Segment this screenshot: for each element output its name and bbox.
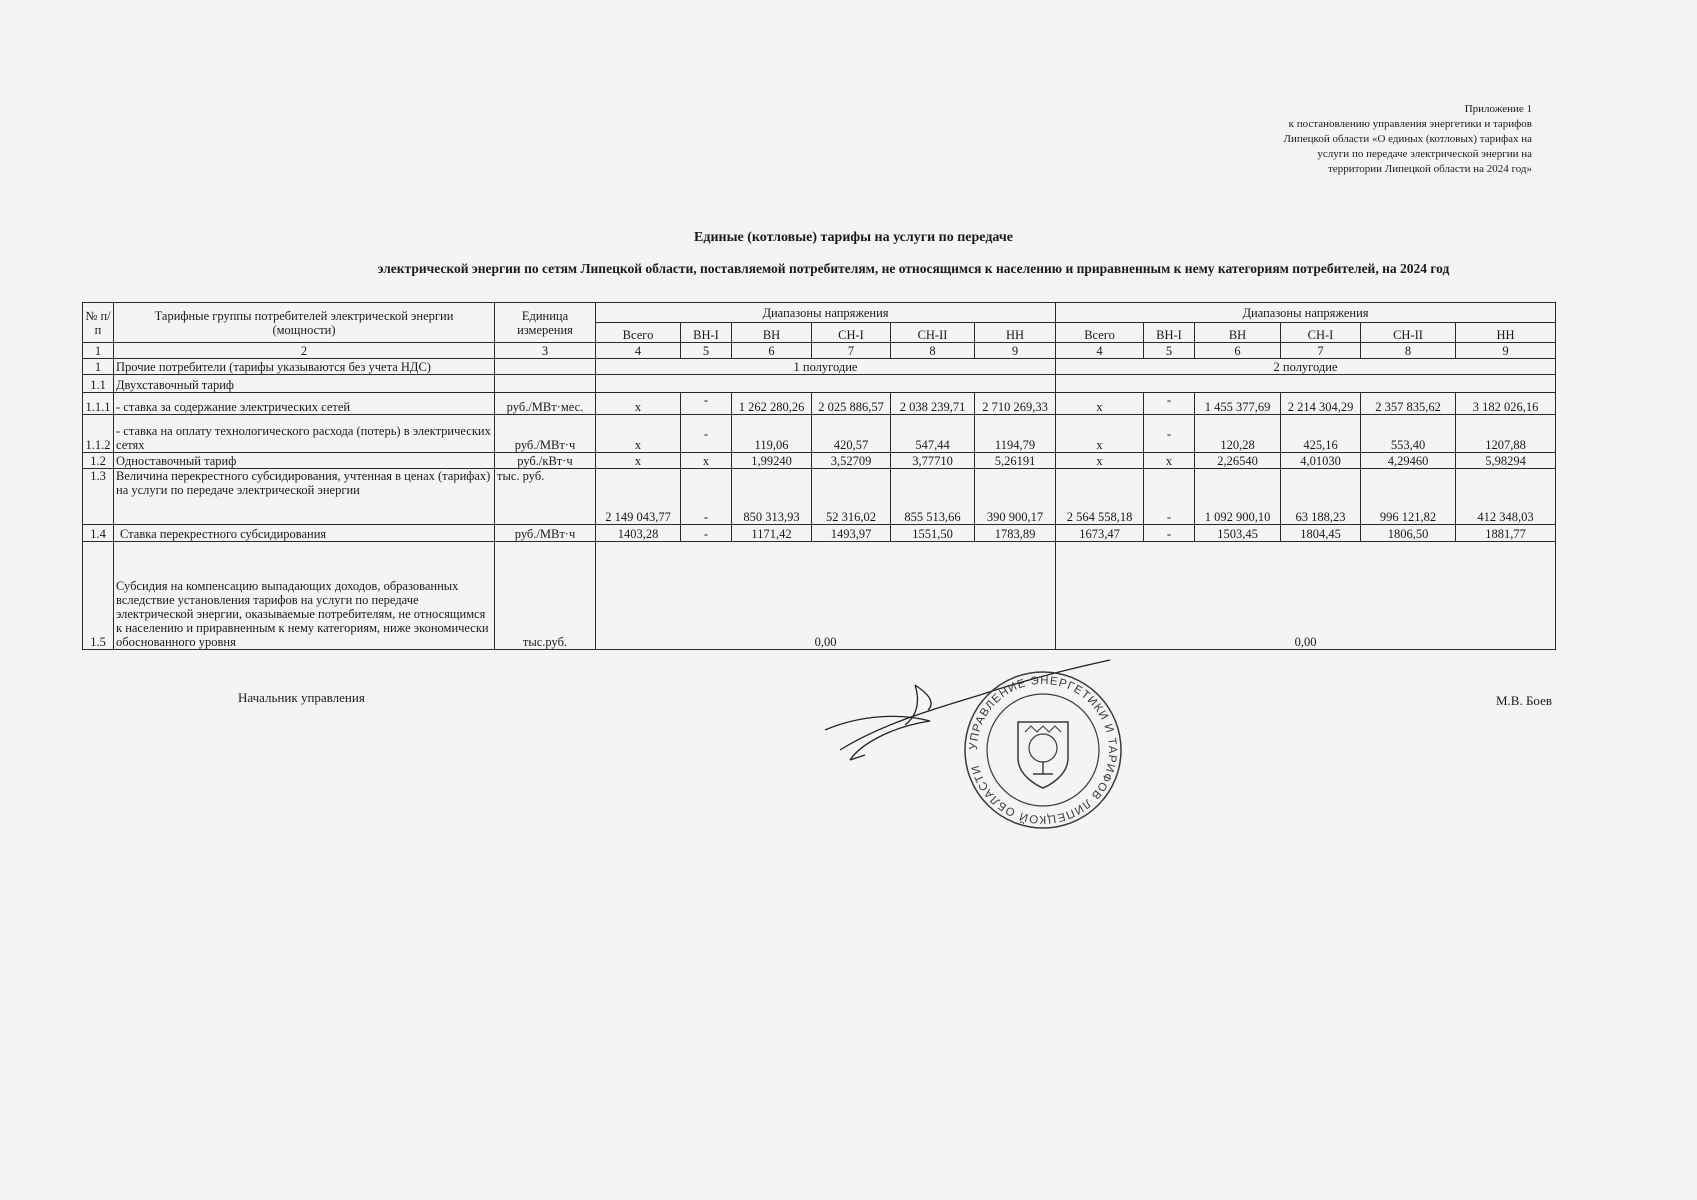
value-cell: 4,29460: [1361, 453, 1456, 469]
value-cell: 2 564 558,18: [1056, 469, 1144, 525]
table-row: [83, 469, 1556, 525]
level-cell: ВН-I: [1144, 323, 1195, 343]
value-cell: 1403,28: [596, 525, 681, 542]
value-cell: -: [1144, 469, 1195, 525]
col-number: 4: [1056, 343, 1144, 359]
col-number: 9: [975, 343, 1056, 359]
col-number: 5: [1144, 343, 1195, 359]
col-number: 5: [681, 343, 732, 359]
value-cell: 0,00: [596, 542, 1056, 650]
row-name: Двухставочный тариф: [114, 375, 495, 393]
row-num: 1.1.1: [83, 393, 114, 415]
appendix-line: к постановлению управления энергетики и тарифов: [1288, 118, 1532, 130]
appendix-line: Приложение 1: [1464, 103, 1532, 115]
header-row: [83, 303, 1556, 323]
empty-cell: [596, 375, 1056, 393]
svg-text:УПРАВЛЕНИЕ ЭНЕРГЕТИКИ И ТАРИФО: [968, 675, 1118, 825]
value-cell: 2 214 304,29: [1281, 393, 1361, 415]
value-cell: 1 455 377,69: [1195, 393, 1281, 415]
value-cell: 996 121,82: [1361, 469, 1456, 525]
col-number: 8: [1361, 343, 1456, 359]
value-cell: 52 316,02: [812, 469, 891, 525]
value-cell: 2 710 269,33: [975, 393, 1056, 415]
value-cell: 553,40: [1361, 415, 1456, 453]
row-unit: тыс.руб.: [495, 542, 596, 650]
signatory-position: Начальник управления: [238, 690, 365, 705]
level-cell: ВН-I: [681, 323, 732, 343]
row-unit: тыс. руб.: [495, 469, 596, 525]
row-num: 1.4: [83, 525, 114, 542]
value-cell: 1881,77: [1456, 525, 1556, 542]
row-unit: [495, 375, 596, 393]
row-num: 1.5: [83, 542, 114, 650]
column-numbers-row: [83, 343, 1556, 359]
document-title: Единые (котловые) тарифы на услуги по передаче: [694, 230, 1013, 245]
table-row: [83, 393, 1556, 415]
value-cell: -: [681, 469, 732, 525]
value-cell: 63 188,23: [1281, 469, 1361, 525]
value-cell: x: [1056, 453, 1144, 469]
value-cell: x: [1056, 393, 1144, 415]
value-cell: 1551,50: [891, 525, 975, 542]
value-cell: -: [1144, 393, 1195, 415]
level-cell: ВН: [732, 323, 812, 343]
value-cell: 4,01030: [1281, 453, 1361, 469]
empty-cell: [1056, 375, 1556, 393]
value-cell: -: [1144, 415, 1195, 453]
value-cell: 1 092 900,10: [1195, 469, 1281, 525]
row-name: - ставка на оплату технологического расхода (потерь) в электрических сетях: [114, 415, 495, 453]
appendix-line: Липецкой области «О единых (котловых) тарифах на: [1283, 133, 1532, 145]
value-cell: 1 262 280,26: [732, 393, 812, 415]
value-cell: 1503,45: [1195, 525, 1281, 542]
official-stamp: [963, 670, 1123, 830]
value-cell: 425,16: [1281, 415, 1361, 453]
appendix-line: услуги по передаче электрической энергии на: [1317, 148, 1532, 160]
header-voltage-ranges-1: Диапазоны напряжения: [596, 303, 1056, 323]
col-number: 7: [812, 343, 891, 359]
value-cell: 547,44: [891, 415, 975, 453]
level-cell: Всего: [1056, 323, 1144, 343]
half-year-2: 2 полугодие: [1056, 359, 1556, 375]
value-cell: 3 182 026,16: [1456, 393, 1556, 415]
row-unit: руб./МВт·мес.: [495, 393, 596, 415]
row-name: Одноставочный тариф: [114, 453, 495, 469]
value-cell: 1804,45: [1281, 525, 1361, 542]
value-cell: 1493,97: [812, 525, 891, 542]
value-cell: 2 357 835,62: [1361, 393, 1456, 415]
appendix-note: [1112, 102, 1532, 177]
col-number: 3: [495, 343, 596, 359]
value-cell: -: [681, 393, 732, 415]
header-voltage-ranges-2: Диапазоны напряжения: [1056, 303, 1556, 323]
level-cell: Всего: [596, 323, 681, 343]
col-number: 2: [114, 343, 495, 359]
col-number: 4: [596, 343, 681, 359]
table-row: [83, 415, 1556, 453]
appendix-line: территории Липецкой области на 2024 год»: [1328, 163, 1532, 175]
value-cell: -: [681, 415, 732, 453]
table-row: [83, 375, 1556, 393]
value-cell: 1171,42: [732, 525, 812, 542]
value-cell: 3,52709: [812, 453, 891, 469]
col-number: 9: [1456, 343, 1556, 359]
value-cell: 1783,89: [975, 525, 1056, 542]
level-cell: СН-I: [812, 323, 891, 343]
signatory-name: М.В. Боев: [1495, 693, 1552, 708]
value-cell: x: [681, 453, 732, 469]
value-cell: -: [681, 525, 732, 542]
value-cell: 120,28: [1195, 415, 1281, 453]
level-cell: ВН: [1195, 323, 1281, 343]
value-cell: 855 513,66: [891, 469, 975, 525]
row-num: 1.3: [83, 469, 114, 525]
value-cell: x: [1144, 453, 1195, 469]
row-unit: [495, 359, 596, 375]
table-row: [83, 542, 1556, 650]
col-number: 6: [732, 343, 812, 359]
row-num: 1.1: [83, 375, 114, 393]
level-cell: НН: [1456, 323, 1556, 343]
value-cell: 5,98294: [1456, 453, 1556, 469]
level-cell: НН: [975, 323, 1056, 343]
value-cell: 3,77710: [891, 453, 975, 469]
row-name: Субсидия на компенсацию выпадающих доходов, образованных вследствие установления тарифов на услуги по передаче электрической энергии, оказываемые потребителям, не относящимся к населению и приравненным к нему категориям, ниже экономически обоснованного уровня: [114, 542, 495, 650]
tariff-table: [82, 302, 1556, 650]
row-name: Величина перекрестного субсидирования, учтенная в ценах (тарифах) на услуги по передаче электрической энергии: [114, 469, 495, 525]
value-cell: 420,57: [812, 415, 891, 453]
half-year-1: 1 полугодие: [596, 359, 1056, 375]
value-cell: x: [1056, 415, 1144, 453]
table-row: [83, 453, 1556, 469]
col-number: 7: [1281, 343, 1361, 359]
value-cell: 1806,50: [1361, 525, 1456, 542]
value-cell: x: [596, 453, 681, 469]
value-cell: x: [596, 393, 681, 415]
value-cell: 2,26540: [1195, 453, 1281, 469]
row-name: Ставка перекрестного субсидирования: [114, 525, 495, 542]
row-unit: руб./МВт·ч: [495, 415, 596, 453]
value-cell: 390 900,17: [975, 469, 1056, 525]
row-unit: руб./МВт·ч: [495, 525, 596, 542]
row-name: Прочие потребители (тарифы указываются без учета НДС): [114, 359, 495, 375]
value-cell: 1194,79: [975, 415, 1056, 453]
value-cell: 1207,88: [1456, 415, 1556, 453]
row-name: - ставка за содержание электрических сетей: [114, 393, 495, 415]
value-cell: x: [596, 415, 681, 453]
table-row: [83, 359, 1556, 375]
row-num: 1.2: [83, 453, 114, 469]
value-cell: 119,06: [732, 415, 812, 453]
value-cell: 2 025 886,57: [812, 393, 891, 415]
header-groups: Тарифные группы потребителей электрической энергии (мощности): [114, 303, 495, 343]
document-subtitle: электрической энергии по сетям Липецкой области, поставляемой потребителям, не относящимся к населению и приравненным к нему категориям потребителей, на 2024 год: [377, 261, 1450, 276]
header-unit: Единица измерения: [495, 303, 596, 343]
value-cell: -: [1144, 525, 1195, 542]
value-cell: 412 348,03: [1456, 469, 1556, 525]
row-num: 1: [83, 359, 114, 375]
header-num: № п/п: [83, 303, 114, 343]
col-number: 6: [1195, 343, 1281, 359]
level-cell: СН-II: [1361, 323, 1456, 343]
value-cell: 2 038 239,71: [891, 393, 975, 415]
value-cell: 5,26191: [975, 453, 1056, 469]
col-number: 8: [891, 343, 975, 359]
value-cell: 2 149 043,77: [596, 469, 681, 525]
stamp-text: УПРАВЛЕНИЕ ЭНЕРГЕТИКИ И ТАРИФОВ ЛИПЕЦКОЙ ОБЛАСТИ: [967, 674, 1119, 826]
value-cell: 0,00: [1056, 542, 1556, 650]
col-number: 1: [83, 343, 114, 359]
row-num: 1.1.2: [83, 415, 114, 453]
value-cell: 850 313,93: [732, 469, 812, 525]
level-cell: СН-I: [1281, 323, 1361, 343]
value-cell: 1,99240: [732, 453, 812, 469]
level-cell: СН-II: [891, 323, 975, 343]
row-unit: руб./кВт·ч: [495, 453, 596, 469]
table-row: [83, 525, 1556, 542]
value-cell: 1673,47: [1056, 525, 1144, 542]
